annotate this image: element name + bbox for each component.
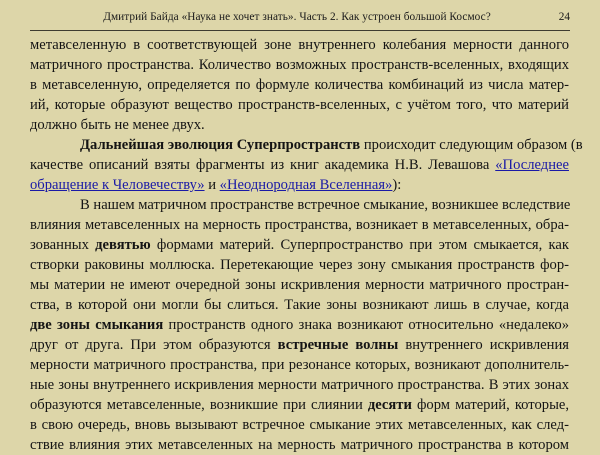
text-line (30, 335, 569, 355)
text-run: качестве описаний взяты фрагменты из книг академика Н.В. Левашова (30, 157, 490, 173)
text-run: образуются метавселенные, возникшие при слиянии (30, 397, 368, 413)
text-line: ные зоны внутреннего искривления мерности матричного пространства. В этих зонах (30, 377, 569, 393)
header-rule (30, 30, 570, 31)
text-line: матричного пространства. Количество возможных пространств-вселенных, входящих (30, 57, 569, 73)
text-line (30, 175, 569, 195)
bold-word: десяти (367, 397, 412, 413)
text-run: зованных (30, 237, 96, 253)
text-line: ства, в которой они могли бы слиться. Такие зоны возникают лишь в случае, когда (30, 297, 569, 313)
book-link-last-appeal[interactable]: «Последнее (495, 157, 569, 173)
text-line: в метавселенную, определяется по формуле количества комбинаций из числа матер- (30, 77, 569, 93)
text-run: форм материй, которые, (411, 397, 569, 413)
text-line (30, 315, 569, 335)
text-run: внутреннего искривления (398, 337, 569, 353)
text-line: ий, которые образуют вещество пространств-вселенных, с учётом того, что материй (30, 97, 569, 113)
page-number: 24 (558, 11, 570, 23)
text-line: мы материи не имеют очередной зоны искривления мерности матричного простран- (30, 277, 569, 293)
text-run: ): (392, 177, 402, 193)
text-line (30, 135, 583, 155)
text-run: и (204, 177, 220, 193)
running-header (0, 0, 600, 38)
text-line (30, 395, 569, 415)
bold-phrase: встречные волны (277, 337, 399, 353)
text-line: В нашем матричном пространстве встречное смыкание, возникшее вследствие (80, 197, 571, 213)
text-line: ствие влияния этих метавселенных на мерность матричного пространства в котором (30, 437, 569, 453)
text-line: створки раковины моллюска. Перетекающие через зону смыкания пространств фор- (30, 257, 569, 273)
text-run: пространств одного знака возникают относительно «недалеко» (163, 317, 569, 333)
text-run: друг от друга. При этом образуются (30, 337, 278, 353)
bold-word: девятью (95, 237, 151, 253)
text-line: мерности матричного пространства, при резонансе которых, возникают дополнитель- (30, 357, 569, 373)
text-run: формами материй. Суперпространство при этом смыкается, как (150, 237, 569, 253)
bold-phrase: две зоны смыкания (30, 317, 164, 333)
text-line: в свою очередь, вновь вызывают встречное смыкание этих метавселенных, как след- (30, 417, 569, 433)
text-line: метавселенную в соответствующей зоне внутреннего колебания мерности данного (30, 37, 569, 53)
text-line (30, 235, 569, 255)
text-line (30, 155, 569, 175)
body-text (30, 35, 583, 455)
text-run: происходит следующим образом (в (360, 137, 583, 153)
book-link-inhomogeneous-universe[interactable]: «Неоднородная Вселенная» (219, 177, 393, 193)
book-link-last-appeal-cont[interactable]: обращение к Человечеству» (30, 177, 205, 193)
bold-phrase: Дальнейшая эволюция Суперпространств (80, 137, 361, 153)
text-line: должно быть не менее двух. (30, 117, 205, 133)
text-line: влияния метавселенных на мерность пространства, возникает в метавселенных, обра- (30, 217, 569, 233)
header-title: Дмитрий Байда «Наука не хочет знать». Часть 2. Как устроен большой Космос? (103, 11, 491, 23)
